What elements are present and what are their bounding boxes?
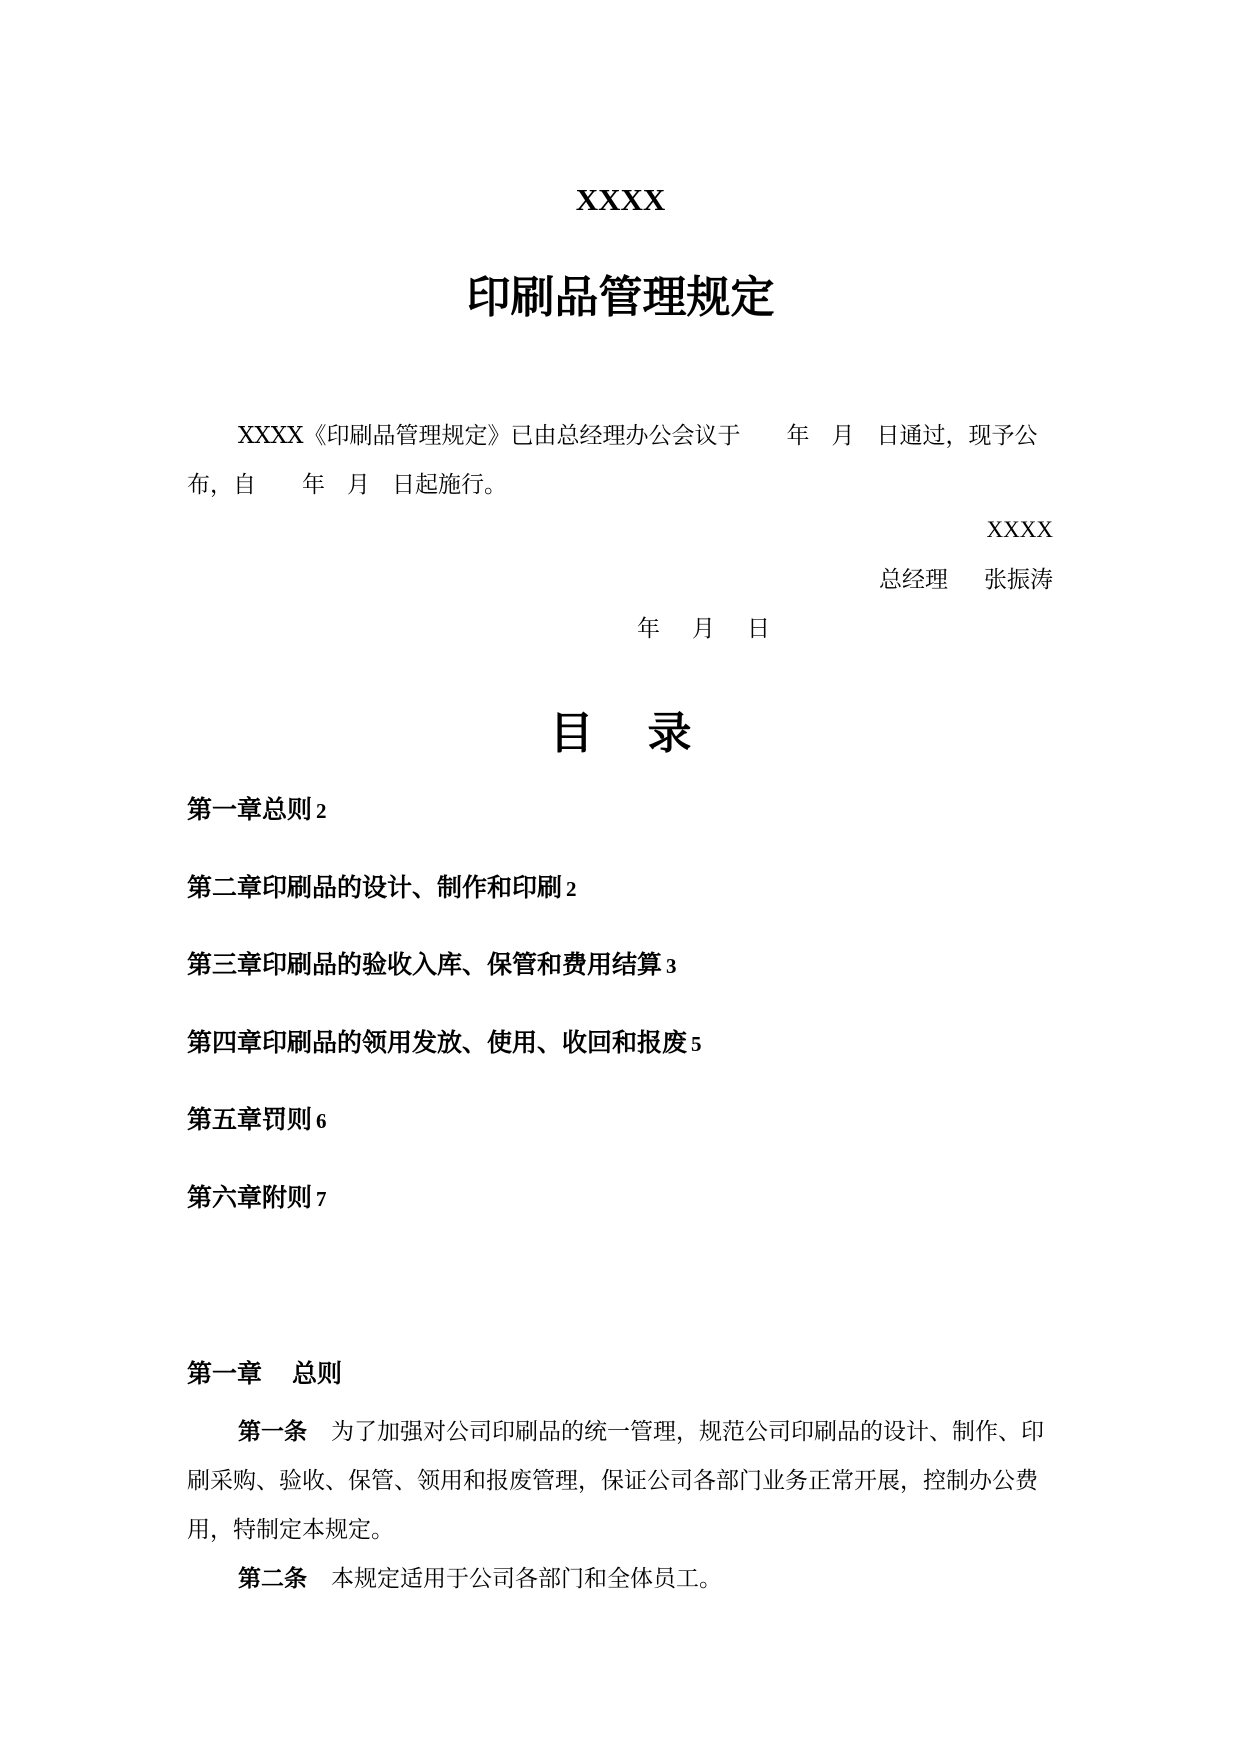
toc-item[interactable] <box>187 1103 327 1138</box>
toc-item-label: 第一章总则 <box>187 795 313 824</box>
effective-day-text: 日起施行。 <box>392 472 507 498</box>
chapter-name: 总则 <box>292 1359 343 1388</box>
toc-item-page: 6 <box>316 1109 327 1133</box>
signature-role: 总经理 <box>879 567 948 593</box>
toc-item-page: 3 <box>666 954 677 978</box>
article-1 <box>187 1408 1053 1555</box>
toc-title: 目录 <box>549 708 746 759</box>
announcement-year: 年 <box>786 423 810 449</box>
chapter-number: 第一章 <box>187 1359 263 1388</box>
toc-item-label: 第六章附则 <box>187 1183 313 1212</box>
toc-item-page: 2 <box>316 799 327 823</box>
toc-item-label: 第四章印刷品的领用发放、使用、收回和报废 <box>187 1028 688 1057</box>
signature-date-day: 日 <box>747 616 770 642</box>
announcement-paragraph <box>187 412 1053 510</box>
signature-date-month: 月 <box>692 616 715 642</box>
toc-item-label: 第二章印刷品的设计、制作和印刷 <box>187 873 563 902</box>
toc-item-label: 第三章印刷品的验收入库、保管和费用结算 <box>187 950 663 979</box>
signature-company: XXXX <box>986 517 1053 542</box>
signature-date <box>637 613 770 645</box>
signature-name: 张振涛 <box>984 567 1053 593</box>
effective-year: 年 <box>302 472 325 498</box>
toc-item-label: 第五章罚则 <box>187 1105 313 1134</box>
document-title: 印刷品管理规定 <box>466 272 775 323</box>
toc-item[interactable] <box>187 948 677 983</box>
chapter-heading <box>187 1357 342 1391</box>
signature-date-year: 年 <box>637 616 660 642</box>
article-2 <box>187 1555 1053 1604</box>
article-text: 为了加强对公司印刷品的统一管理，规范公司印刷品的设计、制作、印刷采购、验收、保管、领用和报废管理，保证公司各部门业务正常开展，控制办公费用，特制定本规定。 <box>187 1419 1044 1543</box>
toc-item[interactable] <box>187 1181 327 1216</box>
toc-item[interactable] <box>187 871 577 906</box>
toc-item-page: 7 <box>316 1187 327 1211</box>
announcement-day-text: 日通过，现予公布，自 <box>187 423 1038 498</box>
toc-item[interactable] <box>187 793 327 828</box>
toc-item[interactable] <box>187 1026 702 1061</box>
effective-month: 月 <box>347 472 370 498</box>
toc-item-page: 5 <box>691 1032 702 1056</box>
article-label: 第一条 <box>238 1419 307 1445</box>
company-name: XXXX <box>575 182 666 217</box>
article-text: 本规定适用于公司各部门和全体员工。 <box>331 1566 722 1592</box>
announcement-month: 月 <box>831 423 855 449</box>
toc-item-page: 2 <box>566 877 577 901</box>
signature-person <box>879 564 1053 596</box>
announcement-text: XXXX《印刷品管理规定》已由总经理办公会议于 <box>238 423 741 449</box>
article-label: 第二条 <box>238 1566 307 1592</box>
